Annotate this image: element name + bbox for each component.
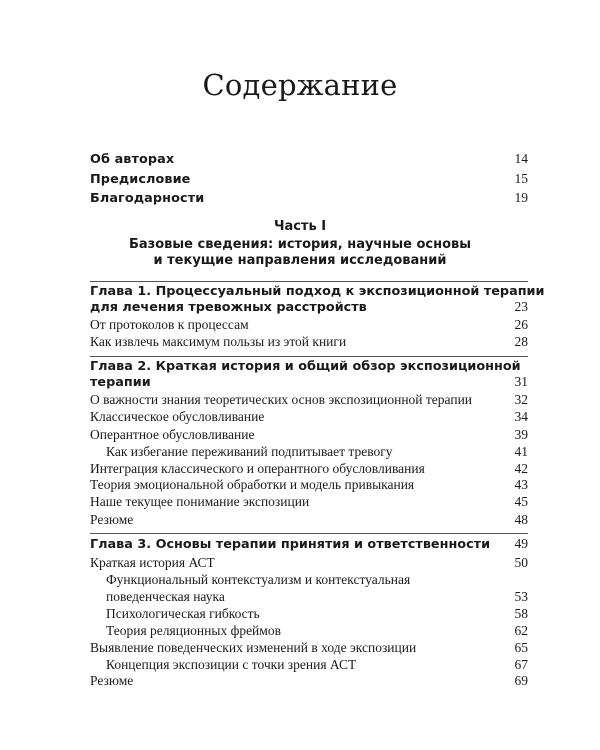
toc-entry[interactable]: [90, 555, 528, 571]
part-title-line2: и текущие направления исследований: [153, 253, 447, 268]
toc-entry[interactable]: [90, 606, 528, 622]
toc-entry[interactable]: [90, 589, 528, 605]
toc-page-number: 62: [514, 623, 528, 638]
toc-page-number: 23: [514, 299, 528, 314]
toc-entry-label: Благодарности: [90, 191, 205, 206]
part-title-line1: Базовые сведения: история, научные основы: [129, 237, 471, 252]
chapter-1-heading[interactable]: [90, 284, 545, 315]
toc-page-number: 14: [514, 151, 528, 166]
toc-entry[interactable]: [90, 623, 528, 639]
chapter-title-line2: терапии: [90, 375, 151, 390]
toc-page-number: 58: [514, 606, 528, 621]
toc-entry-label: О важности знания теоретических основ экспозиционной терапии: [90, 392, 473, 407]
toc-page-number: 69: [514, 673, 528, 688]
chapter-title-line2: для лечения тревожных расстройств: [90, 300, 367, 315]
chapter-divider: [90, 533, 528, 534]
chapter-title-line1: Глава 1. Процессуальный подход к экспозиционной терапии: [90, 284, 545, 299]
toc-entry-label: Оперантное обусловливание: [90, 427, 255, 442]
toc-entry-label: Интеграция классического и оперантного обусловливания: [90, 461, 425, 476]
toc-entry-label: Выявление поведенческих изменений в ходе экспозиции: [90, 640, 417, 655]
toc-page-number: 53: [514, 589, 528, 604]
toc-page-number: 34: [514, 409, 528, 424]
toc-entry-authors[interactable]: [90, 151, 528, 167]
toc-entry[interactable]: [90, 657, 528, 673]
chapter-divider: [90, 356, 528, 357]
toc-page-number: 19: [514, 190, 528, 205]
toc-entry-label: Концепция экспозиции с точки зрения АСТ: [106, 657, 357, 672]
toc-entry-label: Наше текущее понимание экспозиции: [90, 494, 310, 509]
toc-entry-label: Психологическая гибкость: [106, 606, 260, 621]
toc-page-number: 43: [514, 477, 528, 492]
toc-entry[interactable]: [90, 409, 528, 425]
chapter-divider: [90, 281, 528, 282]
chapter-title-line1: Глава 3. Основы терапии принятия и ответственности: [90, 537, 491, 552]
toc-entry-label: поведенческая наука: [106, 589, 225, 604]
toc-entry-acknowledgements[interactable]: [90, 190, 528, 206]
toc-entry[interactable]: [90, 640, 528, 656]
toc-page-number: 28: [514, 334, 528, 349]
page-title: Содержание: [202, 68, 398, 102]
toc-entry[interactable]: [90, 444, 528, 460]
toc-page-number: 15: [514, 171, 528, 186]
toc-entry-label: От протоколов к процессам: [90, 317, 249, 332]
toc-entry-label: Резюме: [90, 512, 134, 527]
toc-entry-label: Функциональный контекстуализм и контекстуальная: [106, 572, 411, 587]
toc-entry-label: Об авторах: [90, 152, 175, 167]
toc-entry-label: Теория реляционных фреймов: [106, 623, 281, 638]
part-number: Часть I: [273, 219, 327, 234]
toc-entry-label: Резюме: [90, 673, 134, 688]
toc-entry[interactable]: [90, 512, 528, 528]
toc-entry-label: Краткая история АСТ: [90, 555, 215, 570]
chapter-3-heading[interactable]: [90, 536, 528, 552]
toc-entry-preface[interactable]: [90, 171, 528, 187]
toc-entry[interactable]: [90, 494, 528, 510]
part-heading: [0, 219, 600, 269]
toc-entry[interactable]: [90, 317, 528, 333]
toc-entry[interactable]: [90, 427, 528, 443]
toc-page-number: 32: [514, 392, 528, 407]
toc-page-number: 50: [514, 555, 528, 570]
toc-page-number: 31: [514, 374, 528, 389]
toc-page-number: 39: [514, 427, 528, 442]
toc-entry-label: Как избегание переживаний подпитывает тревогу: [106, 444, 393, 459]
toc-page-number: 65: [514, 640, 528, 655]
toc-page-number: 49: [514, 536, 528, 551]
toc-entry-label: Теория эмоциональной обработки и модель привыкания: [90, 477, 415, 492]
toc-page-number: 41: [514, 444, 528, 459]
toc-entry-label: Классическое обусловливание: [90, 409, 265, 424]
toc-entry-label: Как извлечь максимум пользы из этой книги: [90, 334, 347, 349]
chapter-title-line1: Глава 2. Краткая история и общий обзор экспозиционной: [90, 359, 521, 374]
toc-page-number: 67: [514, 657, 528, 672]
toc-entry[interactable]: [90, 673, 528, 689]
toc-entry[interactable]: [90, 572, 528, 588]
toc-entry[interactable]: [90, 461, 528, 477]
toc-entry[interactable]: [90, 392, 528, 408]
toc-page-number: 48: [514, 512, 528, 527]
toc-page-number: 42: [514, 461, 528, 476]
toc-entry[interactable]: [90, 477, 528, 493]
toc-page-number: 26: [514, 317, 528, 332]
chapter-2-heading[interactable]: [90, 359, 528, 390]
toc-page-number: 45: [514, 494, 528, 509]
toc-entry[interactable]: [90, 334, 528, 350]
toc-entry-label: Предисловие: [90, 172, 191, 187]
